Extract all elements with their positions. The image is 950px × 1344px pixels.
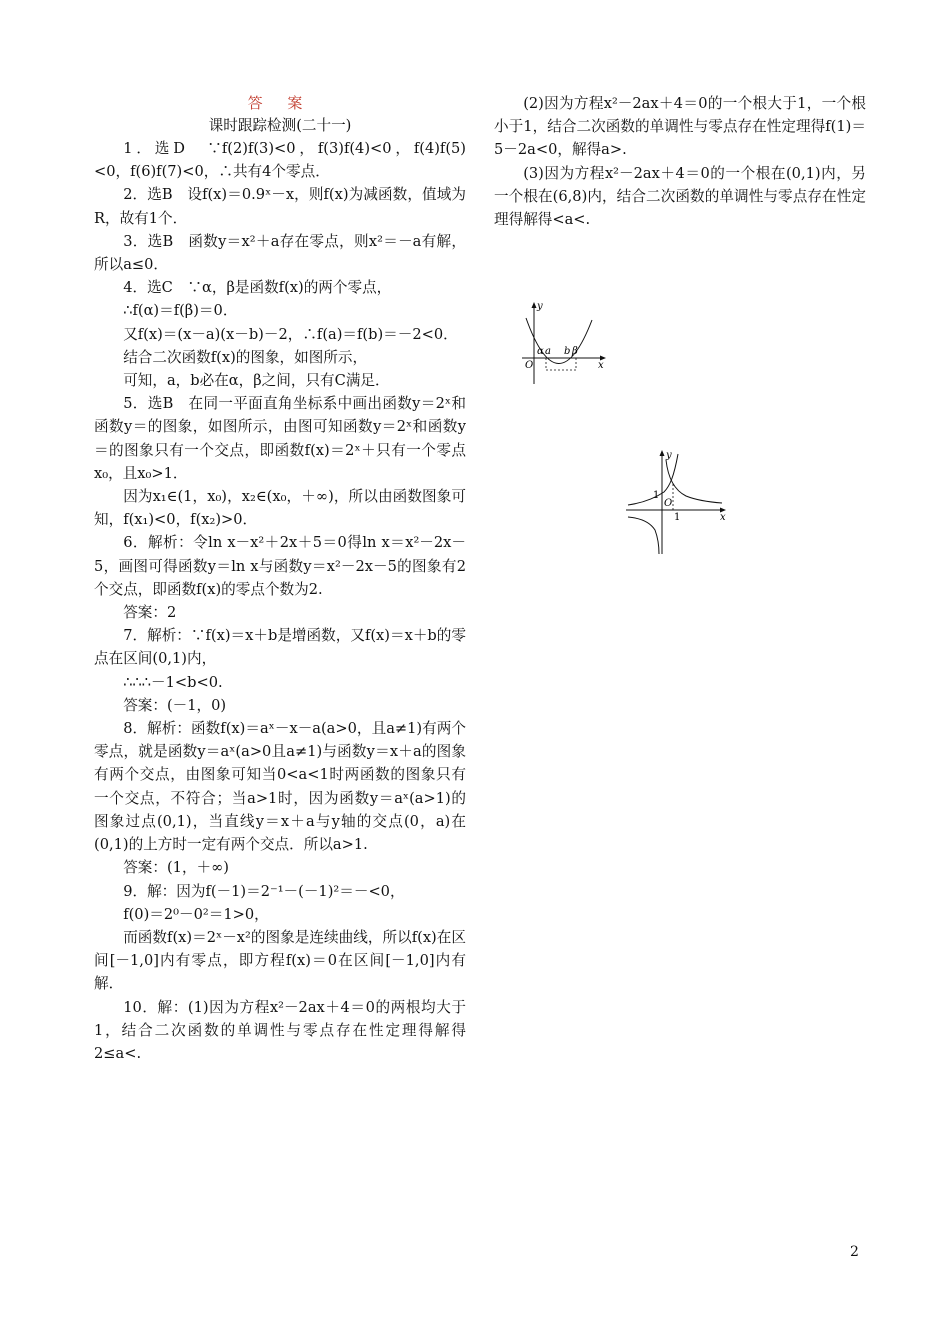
answer-column-left	[94, 92, 466, 1065]
label-origin: O	[664, 498, 673, 509]
answer-8: 8．解析：函数f(x)＝aˣ－x－a(a>0，且a≠1)有两个零点，就是函数y＝aˣ(a>0且a≠1)与函数y＝x＋a的图象有两个交点，由图象可知当0<a<1时两函数的图象只有一个交点，不符合；当a>1时，因为函数y＝aˣ(a>1)的图象过点(0,1)，当直线y＝x＋a与y轴的交点(0，a)在(0,1)的上方时一定有两个交点．所以a>1.	[94, 720, 466, 854]
answer-10-2: (2)因为方程x²－2ax＋4＝0的一个根大于1，一个根小于1，结合二次函数的单调性与零点存在性定理得f(1)＝5－2a<0，解得a>.	[494, 95, 866, 159]
label-x: x	[720, 512, 726, 523]
label-alpha: α	[537, 346, 544, 357]
page-number: 2	[850, 1244, 859, 1260]
answer-title: 答 案	[247, 94, 313, 112]
answer-4-line5: 可知，a，b必在α，β之间，只有C满足．	[123, 372, 390, 390]
label-y: y	[537, 301, 543, 312]
answer-5: 5．选B 在同一平面直角坐标系中画出函数y＝2ˣ和函数y＝的图象，如图所示，由图可知函数y＝2ˣ和函数y＝的图象只有一个交点，即函数f(x)＝2ˣ＋只有一个零点x₀，且x₀>1．	[94, 395, 466, 482]
answer-column-right	[494, 92, 866, 231]
label-a: a	[545, 346, 551, 357]
hyperbola-branch-left	[628, 517, 659, 554]
answer-10-1: 10．解：(1)因为方程x²－2ax＋4＝0的两根均大于1，结合二次函数的单调性与零点存在性定理得解得2≤a<.	[94, 998, 466, 1062]
answer-4-line1: 4．选C ∵α，β是函数f(x)的两个零点，	[123, 279, 392, 297]
answer-5-cont: 因为x₁∈(1，x₀)，x₂∈(x₀，＋∞)，所以由函数图象可知，f(x₁)<0，f(x₂)>0．	[94, 488, 466, 529]
answer-10-3: (3)因为方程x²－2ax＋4＝0的一个根在(0,1)内，另一个根在(6,8)内，结合二次函数的单调性与零点存在性定理得解得<a<.	[494, 164, 866, 229]
y-axis-arrow	[660, 450, 665, 456]
label-b: b	[564, 346, 571, 357]
answer-subtitle: 课时跟踪检测(二十一)	[208, 117, 352, 134]
answer-9-line1: 9．解：因为f(－1)＝2⁻¹－(－1)²＝－<0，	[123, 882, 405, 900]
answer-4-line2: ∴f(α)＝f(β)＝0．	[123, 302, 238, 320]
figure-exponential-hyperbola	[622, 448, 732, 558]
label-origin: O	[525, 360, 534, 371]
answer-2: 2．选B 设f(x)＝0.9ˣ－x，则f(x)为减函数，值域为R，故有1个．	[94, 186, 466, 227]
answer-7-cont: ∴∴∴－1<b<0.	[123, 673, 223, 691]
answer-1: 1．选D ∵f(2)f(3)<0，f(3)f(4)<0，f(4)f(5)<0，f(6)f(7)<0，∴共有4个零点．	[94, 140, 466, 181]
parabola-curve	[526, 318, 592, 364]
label-x: x	[598, 360, 604, 371]
label-one-x: 1	[674, 512, 681, 523]
answer-6-result: 答案：2	[123, 604, 177, 622]
answer-3: 3．选B 函数y＝x²＋a存在零点，则x²＝－a有解，所以a≤0．	[94, 232, 466, 274]
y-axis-arrow	[532, 302, 537, 308]
label-beta: β	[572, 346, 578, 357]
answer-6: 6．解析：令ln x－x²＋2x＋5＝0得ln x＝x²－2x－5，画图可得函数y＝ln x与函数y＝x²－2x－5的图象有2个交点，即函数f(x)的零点个数为2.	[94, 534, 466, 598]
answer-9-line3: 而函数f(x)＝2ˣ－x²的图象是连续曲线，所以f(x)在区间[－1,0]内有零点，即方程f(x)＝0在区间[－1,0]内有解．	[94, 928, 466, 993]
answer-4-line4: 结合二次函数f(x)的图象，如图所示，	[123, 348, 368, 366]
label-y: y	[666, 450, 672, 461]
answer-4-line3: 又f(x)＝(x－a)(x－b)－2，∴f(a)＝f(b)＝－2<0．	[123, 325, 458, 343]
answer-8-result: 答案：(1，＋∞)	[123, 859, 229, 877]
answer-7-result: 答案：(－1，0)	[123, 696, 227, 714]
hyperbola-branch-right	[666, 460, 722, 503]
answer-9-line2: f(0)＝2⁰－0²＝1>0，	[123, 905, 269, 923]
label-one-y: 1	[653, 490, 660, 501]
figure-parabola	[516, 298, 616, 390]
answer-7: 7．解析：∵f(x)＝x＋b是增函数，又f(x)＝x＋b的零点在区间(0,1)内，	[94, 627, 466, 668]
